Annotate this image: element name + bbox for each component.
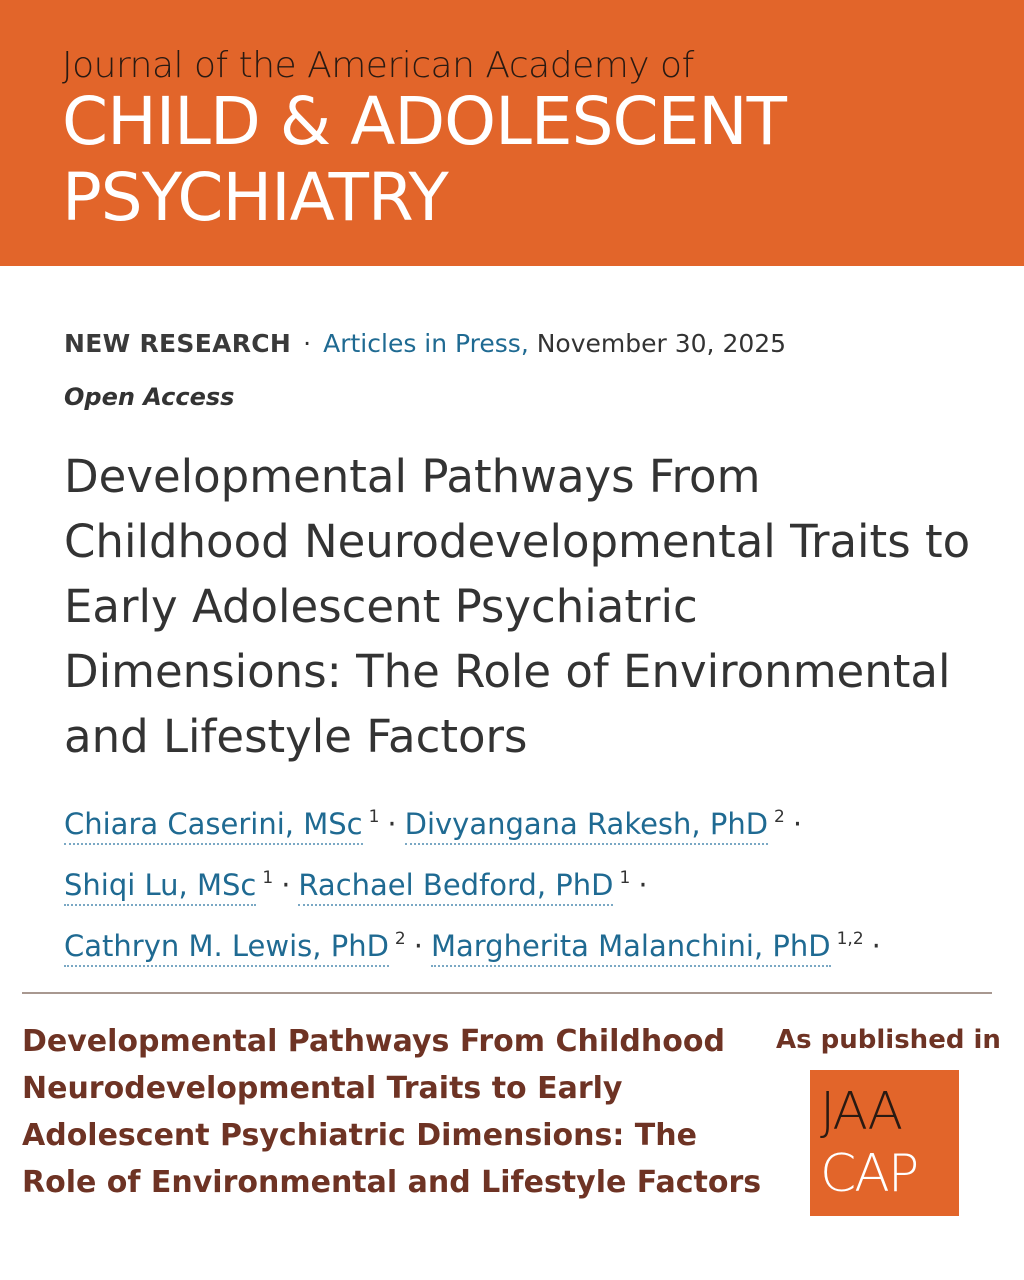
author-separator: · — [387, 807, 397, 841]
author-separator: · — [638, 868, 648, 902]
section-label: NEW RESEARCH — [64, 329, 292, 358]
author-link[interactable]: Rachael Bedford, PhD — [298, 868, 613, 906]
published-in-label: As published in — [776, 1025, 1001, 1055]
affiliation-marker[interactable]: 1 — [619, 868, 631, 888]
author-row — [64, 912, 994, 973]
affiliation-marker[interactable]: 1,2 — [836, 929, 864, 949]
affiliation-marker[interactable]: 2 — [394, 929, 406, 949]
jaacap-logo — [810, 1070, 959, 1216]
author-separator: · — [413, 929, 423, 963]
author-row — [64, 790, 994, 851]
article-title: Developmental Pathways From Childhood Neurodevelopmental Traits to Early Adolescent Psychiatric Dimensions: The Role of Environmental and Lifestyle Factors — [64, 450, 971, 763]
author-separator: · — [281, 868, 291, 902]
meta-separator: · — [303, 329, 312, 358]
open-access-label: Open Access — [64, 383, 235, 411]
journal-banner — [0, 0, 1024, 266]
articles-in-press-link[interactable]: Articles in Press, — [323, 329, 529, 358]
author-link[interactable]: Chiara Caserini, MSc — [64, 807, 363, 845]
publication-date: November 30, 2025 — [536, 329, 787, 358]
logo-text-top: JAA — [820, 1082, 902, 1142]
author-link[interactable]: Cathryn M. Lewis, PhD — [64, 929, 389, 967]
author-list — [64, 790, 994, 973]
author-separator: · — [792, 807, 803, 841]
journal-name-line3: PSYCHIATRY — [62, 159, 448, 236]
journal-name-line1: Journal of the American Academy of — [62, 45, 694, 86]
affiliation-marker[interactable]: 2 — [774, 807, 785, 827]
affiliation-marker[interactable]: 1 — [262, 868, 274, 888]
author-separator: · — [871, 929, 881, 963]
journal-name-line2: CHILD & ADOLESCENT — [62, 83, 786, 160]
summary-title: Developmental Pathways From Childhood Neurodevelopmental Traits to Early Adolescent Psychiatric Dimensions: The Role of Environmental and Lifestyle Factors — [22, 1024, 762, 1200]
affiliation-marker[interactable]: 1 — [368, 807, 380, 827]
author-row — [64, 851, 994, 912]
author-link[interactable]: Shiqi Lu, MSc — [64, 868, 256, 906]
author-link[interactable]: Divyangana Rakesh, PhD — [405, 807, 768, 845]
logo-text-bottom: CAP — [820, 1144, 918, 1204]
author-link[interactable]: Margherita Malanchini, PhD — [431, 929, 831, 967]
article-meta — [64, 326, 786, 362]
divider — [22, 992, 992, 994]
